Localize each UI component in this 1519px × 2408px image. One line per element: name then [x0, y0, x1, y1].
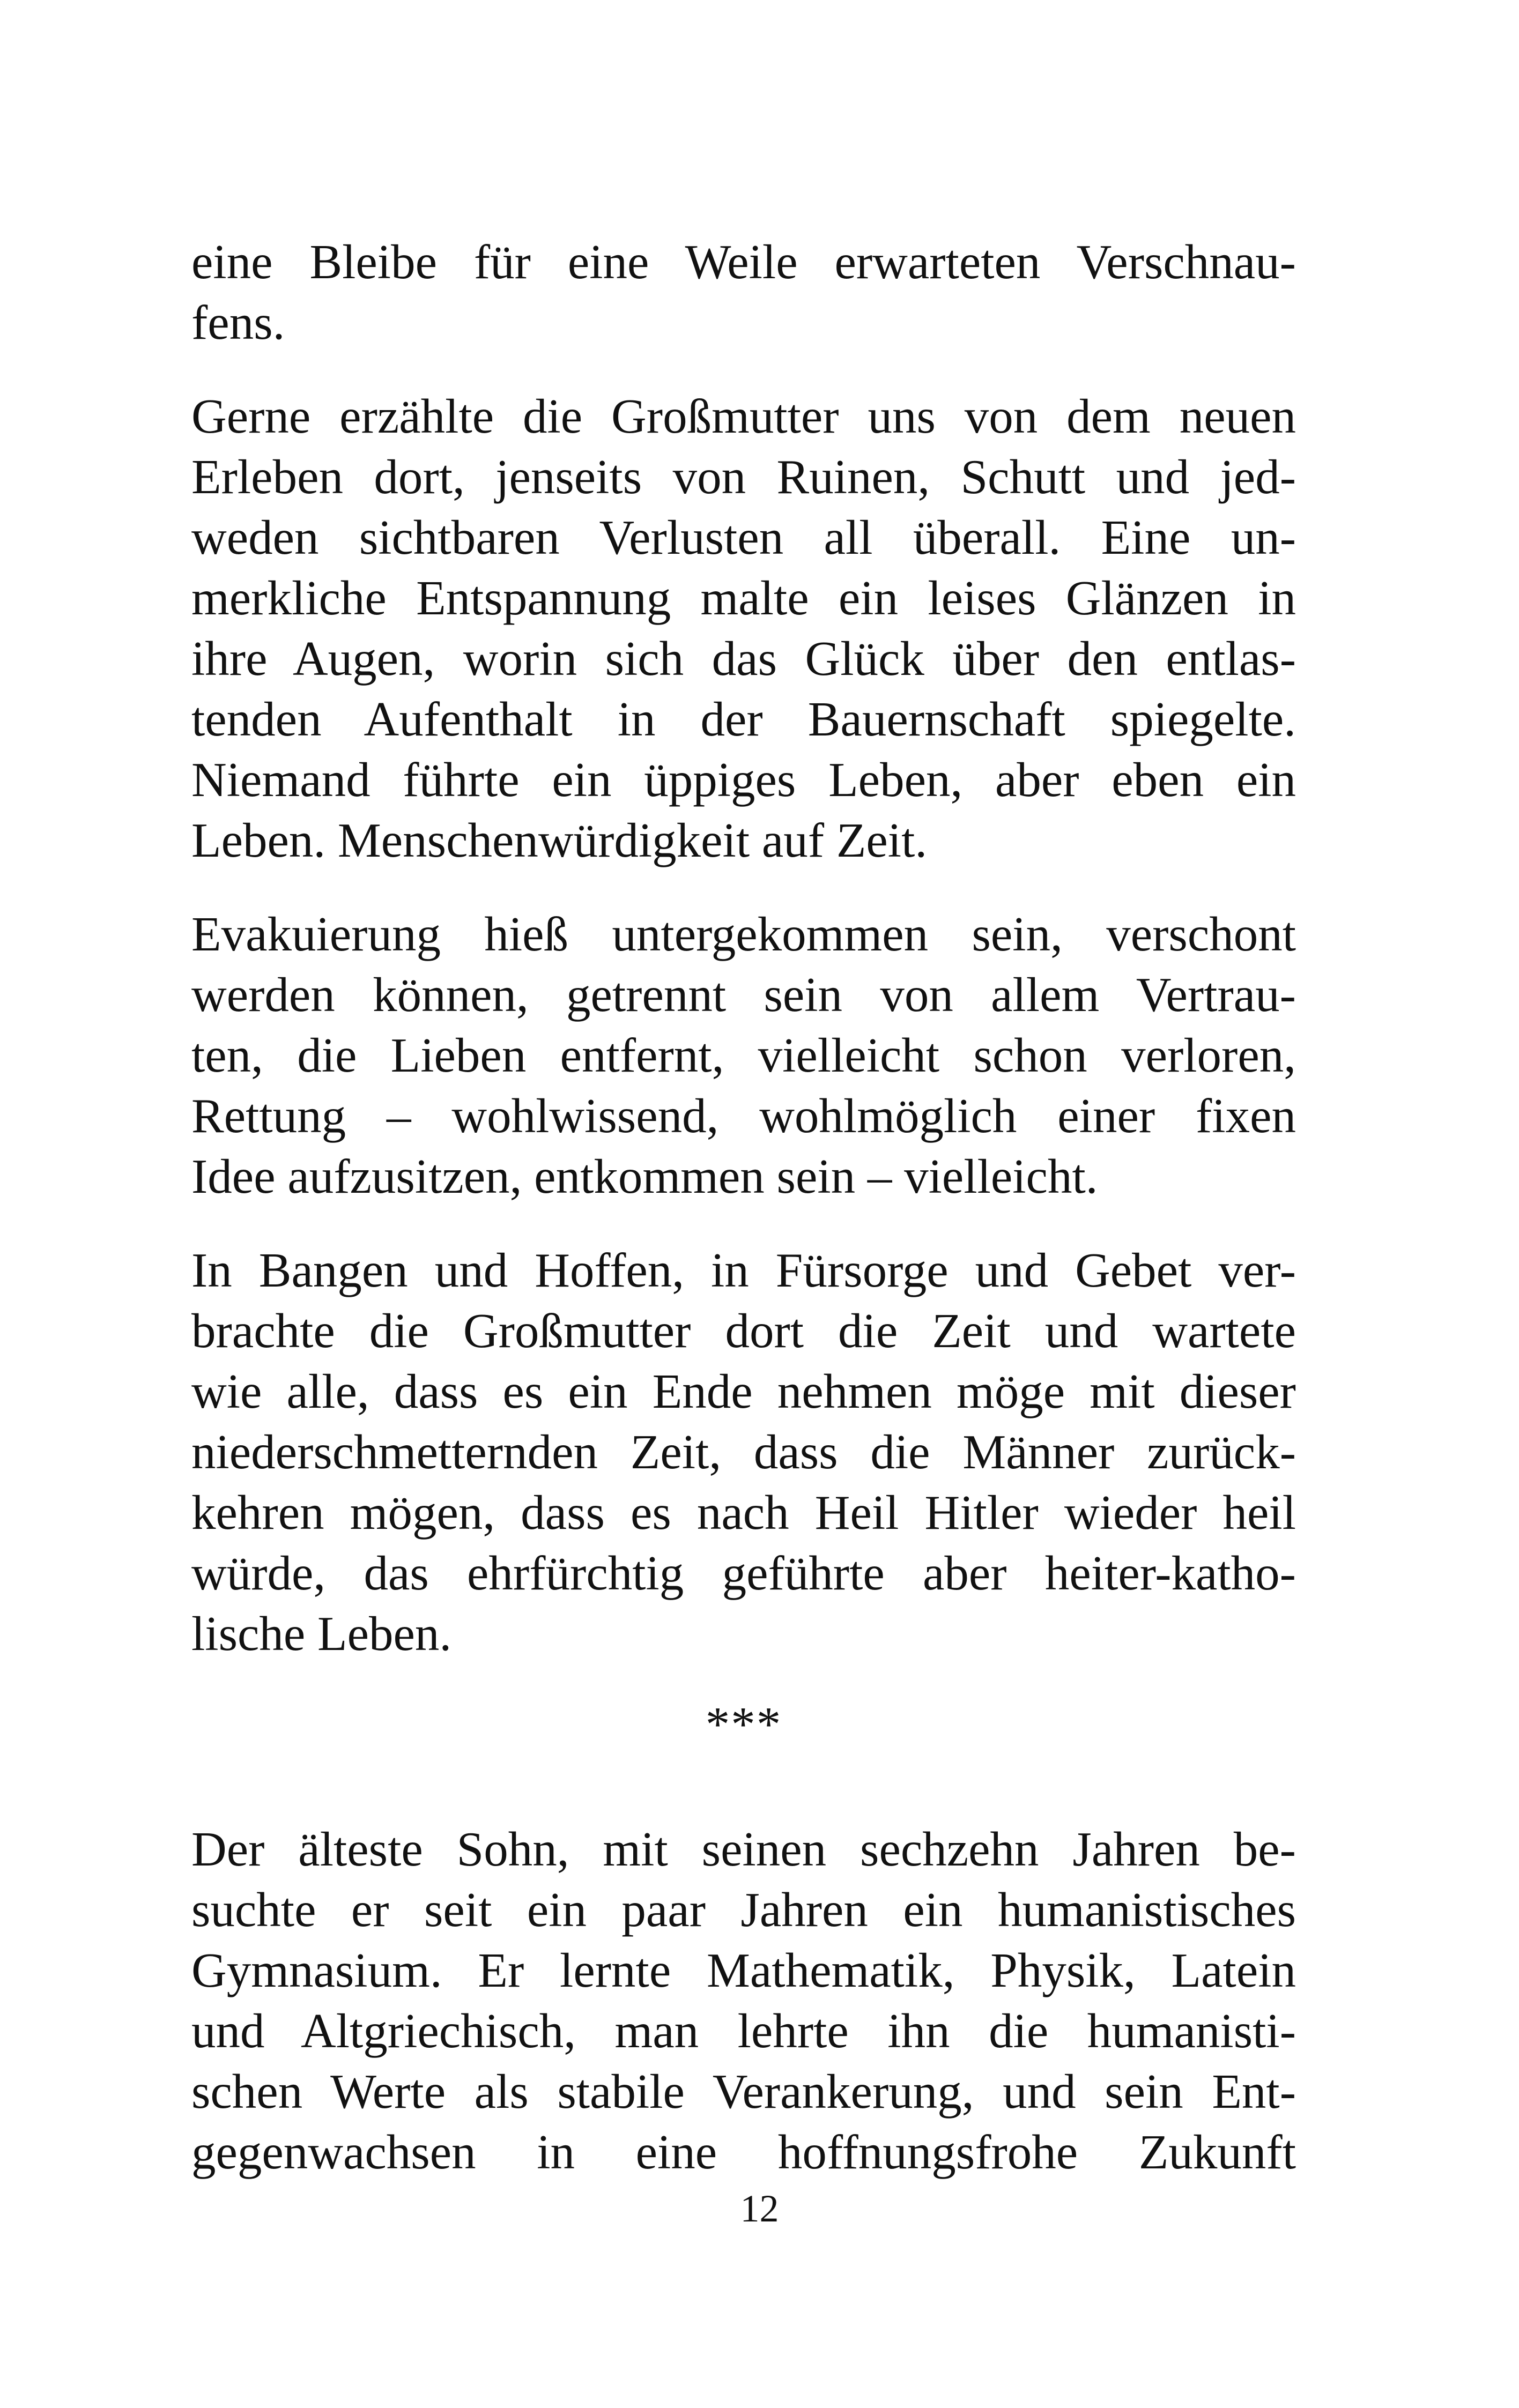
text-line: Gerne erzählte die Großmutter uns von dem neuen: [191, 389, 1296, 443]
text-line: kehren mögen, dass es nach Heil Hitler wieder heil: [191, 1485, 1296, 1540]
text-line: ihre Augen, worin sich das Glück über den entlas-: [191, 631, 1296, 686]
text-line: brachte die Großmutter dort die Zeit und wartete: [191, 1304, 1296, 1358]
paragraph-4: [191, 1240, 1296, 1664]
text-line: niederschmetternden Zeit, dass die Männer zurück-: [191, 1425, 1296, 1479]
text-line: Idee aufzusitzen, entkommen sein – vielleicht.: [191, 1149, 1098, 1203]
text-line: Niemand führte ein üppiges Leben, aber eben ein: [191, 753, 1296, 807]
text-line: Der älteste Sohn, mit seinen sechzehn Jahren be-: [191, 1822, 1296, 1876]
text-line: eine Bleibe für eine Weile erwarteten Verschnau-: [191, 235, 1296, 289]
paragraph-5: [191, 1819, 1296, 2182]
text-line: Erleben dort, jenseits von Ruinen, Schutt und jed-: [191, 450, 1296, 504]
body-text: [191, 232, 1296, 2216]
text-line: merkliche Entspannung malte ein leises Glänzen in: [191, 571, 1296, 625]
paragraph-2: [191, 386, 1296, 871]
text-line: und Altgriechisch, man lehrte ihn die humanisti-: [191, 2004, 1296, 2058]
text-line: Gymnasium. Er lernte Mathematik, Physik, Latein: [191, 1943, 1296, 1997]
text-line: tenden Aufenthalt in der Bauernschaft spiegelte.: [191, 692, 1296, 746]
text-line: weden sichtbaren Verlusten all überall. Eine un-: [191, 510, 1296, 564]
text-line: fens.: [191, 295, 285, 350]
paragraph-1: [191, 232, 1296, 353]
text-line: werden können, getrennt sein von allem Vertrau-: [191, 968, 1296, 1022]
text-line: schen Werte als stabile Verankerung, und sein Ent-: [191, 2064, 1296, 2119]
text-line: suchte er seit ein paar Jahren ein humanistisches: [191, 1883, 1296, 1937]
page-number: 12: [740, 2187, 779, 2230]
text-line: gegenwachsen in eine hoffnungsfrohe Zukunft: [191, 2125, 1296, 2179]
text-line: ten, die Lieben entfernt, vielleicht schon verloren,: [191, 1028, 1296, 1082]
section-separator: ***: [705, 1697, 782, 1751]
text-line: Rettung – wohlwissend, wohlmöglich einer fixen: [191, 1089, 1296, 1143]
text-line: lische Leben.: [191, 1607, 452, 1661]
paragraph-3: [191, 904, 1296, 1207]
text-line: Leben. Menschenwürdigkeit auf Zeit.: [191, 813, 928, 867]
text-line: In Bangen und Hoffen, in Fürsorge und Gebet ver-: [191, 1243, 1296, 1297]
text-line: wie alle, dass es ein Ende nehmen möge mit dieser: [191, 1364, 1296, 1418]
text-line: würde, das ehrfürchtig geführte aber heiter-katho-: [191, 1546, 1296, 1600]
text-line: Evakuierung hieß untergekommen sein, verschont: [191, 907, 1296, 961]
